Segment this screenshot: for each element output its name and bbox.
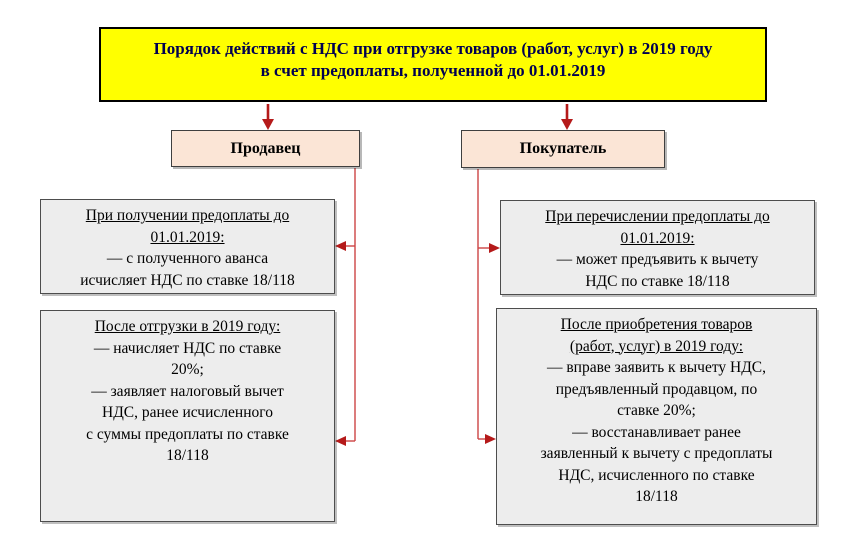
title-line: Порядок действий с НДС при отгрузке товаров (работ, услуг) в 2019 году xyxy=(153,39,713,58)
box-heading-line: (работ, услуг) в 2019 году: xyxy=(569,337,744,355)
box-body-line: НДС, исчисленного по ставке xyxy=(558,466,755,484)
box-heading-line: При перечислении предоплаты до xyxy=(545,208,770,225)
seller-shipment-box xyxy=(40,310,335,522)
box-body-line: 18/118 xyxy=(635,488,678,505)
box-heading-line: После приобретения товаров xyxy=(560,316,753,333)
box-heading-line: При получении предоплаты до xyxy=(85,207,290,224)
down-arrow-to-buyer xyxy=(561,104,573,130)
seller-header-box xyxy=(171,130,360,167)
seller-header-label: Продавец xyxy=(230,139,301,157)
box-body-line: предъявленный продавцом, по xyxy=(555,380,758,398)
box-body-line: — вправе заявить к вычету НДС, xyxy=(546,359,767,376)
box-body-line: — заявляет налоговый вычет xyxy=(91,382,284,400)
buyer-header-box xyxy=(461,130,665,168)
seller-prepayment-box xyxy=(40,199,335,294)
box-body-line: исчисляет НДС по ставке 18/118 xyxy=(80,271,295,289)
buyer-prepayment-box xyxy=(500,200,815,295)
buyer-header-label: Покупатель xyxy=(519,140,607,157)
box-body-line: с суммы предоплаты по ставке xyxy=(86,425,289,443)
box-body-line: — может предъявить к вычету xyxy=(556,251,759,268)
box-body-line: ставке 20%; xyxy=(617,402,696,419)
box-heading-line: 01.01.2019: xyxy=(620,229,695,247)
seller-connector xyxy=(335,168,355,446)
box-body-line: НДС по ставке 18/118 xyxy=(585,272,730,290)
box-body-line: НДС, ранее исчисленного xyxy=(102,404,273,421)
box-body-line: 20%; xyxy=(171,361,204,378)
box-heading-line: 01.01.2019: xyxy=(150,228,225,246)
buyer-purchase-box xyxy=(496,308,817,525)
box-body-line: — с полученного аванса xyxy=(106,250,269,267)
down-arrow-to-seller xyxy=(262,104,274,130)
box-body-line: 18/118 xyxy=(166,447,209,464)
box-body-line: — восстанавливает ранее xyxy=(572,423,741,441)
box-body-line: заявленный к вычету с предоплаты xyxy=(540,445,773,462)
title-box xyxy=(99,27,767,102)
title-line: в счет предоплаты, полученной до 01.01.2019 xyxy=(260,61,606,80)
box-heading-line: После отгрузки в 2019 году: xyxy=(94,318,281,335)
box-body-line: — начисляет НДС по ставке xyxy=(93,339,282,357)
